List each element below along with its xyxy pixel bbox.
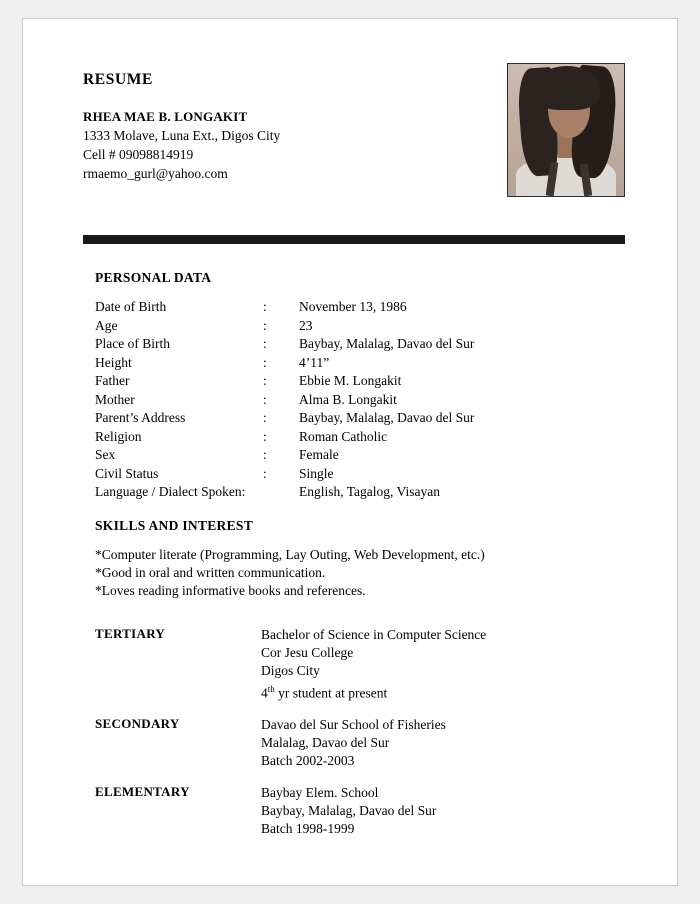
row-label: Height [95, 354, 132, 370]
personal-data-heading: PERSONAL DATA [95, 270, 212, 285]
row-separator: : [263, 299, 267, 314]
applicant-name: RHEA MAE B. LONGAKIT [83, 109, 248, 124]
education-entry [83, 784, 625, 838]
table-row [95, 409, 474, 428]
row-value: Roman Catholic [299, 428, 388, 444]
row-value: English, Tagalog, Visayan [299, 484, 440, 499]
header-divider [83, 235, 625, 244]
row-value: Alma B. Longakit [299, 391, 397, 407]
row-label: Date of Birth [95, 299, 167, 314]
row-separator: : [263, 336, 267, 351]
table-row [95, 465, 474, 484]
education-detail [261, 716, 446, 770]
row-label: Age [95, 317, 118, 333]
table-row [95, 483, 474, 502]
row-separator: : [263, 447, 267, 462]
row-value: Female [299, 447, 339, 462]
row-value: Single [299, 465, 334, 481]
row-value: Ebbie M. Longakit [299, 373, 402, 388]
table-row [95, 317, 474, 336]
applicant-address: 1333 Molave, Luna Ext., Digos City [83, 128, 281, 143]
applicant-phone: Cell # 09098814919 [83, 147, 194, 162]
education-line: Bachelor of Science in Computer Science [261, 626, 487, 642]
row-value: Baybay, Malalag, Davao del Sur [299, 336, 475, 351]
row-separator: : [263, 465, 267, 481]
table-row [95, 391, 474, 410]
photo-hair-top [534, 66, 600, 110]
skills-line: *Loves reading informative books and references. [95, 582, 366, 598]
skills-line: *Computer literate (Programming, Lay Outing, Web Development, etc.) [95, 546, 485, 562]
applicant-photo [507, 63, 625, 197]
education-section [83, 626, 625, 839]
row-value: November 13, 1986 [299, 299, 407, 314]
education-line: Cor Jesu College [261, 644, 354, 660]
row-separator: : [263, 317, 267, 333]
row-separator: : [263, 373, 267, 388]
row-label: Parent’s Address [95, 410, 186, 425]
row-label: Mother [95, 391, 135, 407]
skills-heading: SKILLS AND INTEREST [95, 517, 254, 533]
applicant-email: rmaemo_gurl@yahoo.com [83, 166, 228, 181]
row-label: Sex [95, 447, 116, 462]
education-level: TERTIARY [95, 625, 166, 641]
row-separator: : [263, 391, 267, 407]
education-line: Batch 1998-1999 [261, 821, 355, 836]
row-label: Place of Birth [95, 336, 170, 351]
resume-document [23, 19, 677, 885]
education-line: Batch 2002-2003 [261, 753, 355, 768]
row-value: 23 [299, 317, 313, 333]
row-value: Baybay, Malalag, Davao del Sur [299, 410, 475, 425]
table-row [95, 335, 474, 354]
education-line: Davao del Sur School of Fisheries [261, 717, 446, 732]
education-entry [83, 716, 625, 770]
table-row [95, 354, 474, 373]
education-line: Baybay, Malalag, Davao del Sur [261, 803, 437, 818]
education-detail [261, 784, 436, 838]
education-level: ELEMENTARY [95, 784, 190, 799]
row-label: Father [95, 373, 130, 388]
education-entry [83, 626, 625, 703]
row-label: Civil Status [95, 465, 159, 481]
table-row [95, 372, 474, 391]
education-level: SECONDARY [95, 716, 180, 731]
table-row [95, 298, 474, 317]
table-row [95, 428, 474, 447]
row-label: Language / Dialect Spoken: [95, 484, 246, 499]
education-line: Malalag, Davao del Sur [261, 735, 390, 750]
row-separator: : [263, 354, 267, 370]
document-page [22, 18, 678, 886]
education-line: 4th yr student at present [261, 683, 388, 700]
skills-line: *Good in oral and written communication. [95, 564, 326, 580]
resume-header [83, 71, 625, 221]
page-title: RESUME [83, 71, 153, 88]
table-row [95, 446, 474, 465]
personal-data-table [95, 298, 474, 502]
row-separator: : [263, 410, 267, 425]
education-detail [261, 626, 486, 703]
row-value: 4’11” [299, 354, 330, 370]
row-separator: : [263, 428, 267, 444]
education-line: Digos City [261, 662, 320, 678]
row-label: Religion [95, 428, 142, 444]
education-line: Baybay Elem. School [261, 785, 379, 800]
